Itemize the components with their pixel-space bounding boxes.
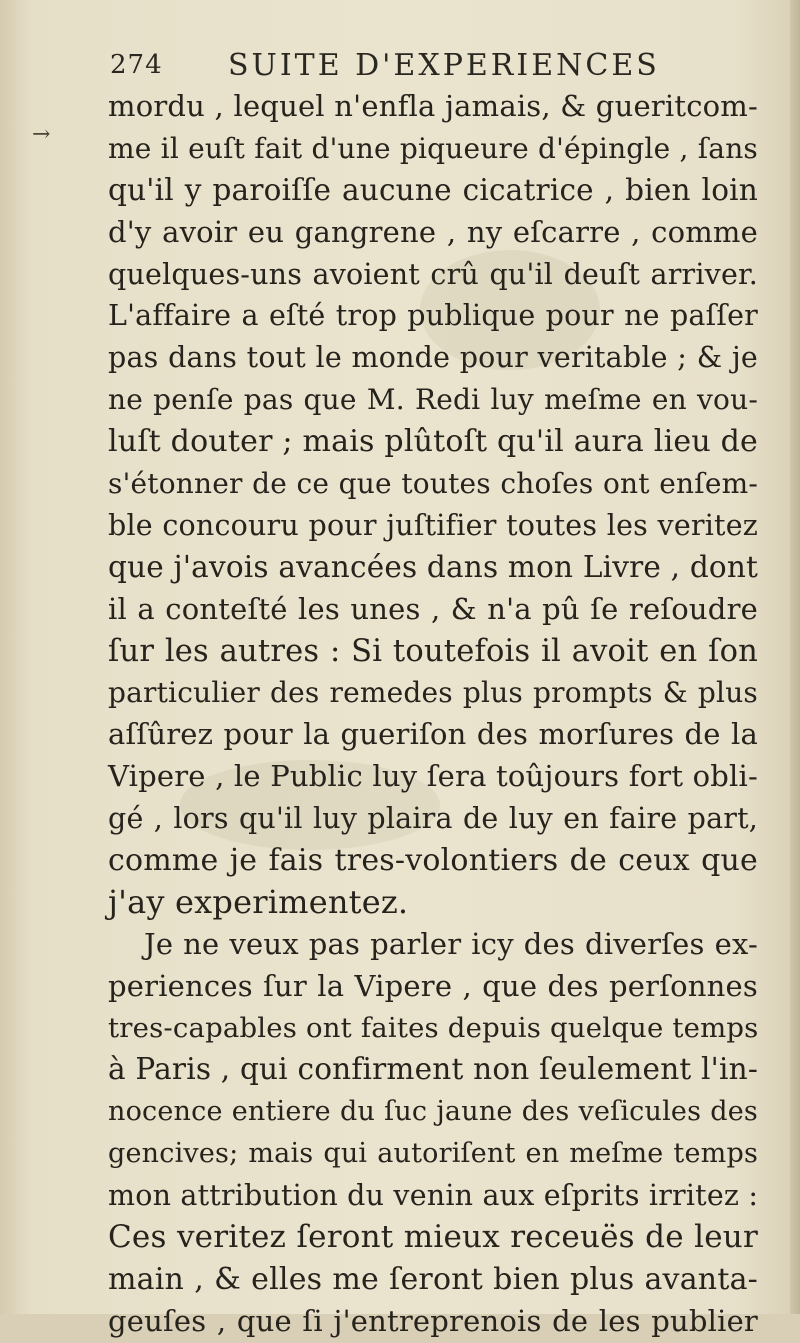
text-line: luſt douter ; mais plûtoſt qu'il aura lieu de [108, 424, 758, 460]
text-line: gencives; mais qui autoriſent en meſme temps [108, 1138, 758, 1170]
text-line: aſſûrez pour la gueriſon des morſures de la [108, 717, 758, 752]
text-line: qu'il y paroiſſe aucune cicatrice , bien loin [108, 172, 758, 207]
text-line: geuſes , que ſi j'entreprenois de les publier [108, 1303, 758, 1338]
text-line: Je ne veux pas parler icy des diverſes ex- [144, 926, 758, 961]
text-line: particulier des remedes plus prompts & plus [108, 676, 758, 710]
text-line: me il euſt fait d'une piqueure d'épingle , ſans [108, 131, 758, 165]
text-line: gé , lors qu'il luy plaira de luy en faire part, [108, 802, 758, 836]
page-number: 274 [110, 50, 163, 80]
text-line: comme je fais tres-volontiers de ceux que [108, 843, 758, 879]
running-head-title: SUITE D'EXPERIENCES [228, 48, 660, 83]
text-line: pas dans tout le monde pour veritable ; & je [108, 341, 758, 375]
text-line: mordu , lequel n'enfla jamais, & gueritcom‑ [108, 89, 758, 123]
margin-mark: → [32, 122, 51, 147]
text-line: d'y avoir eu gangrene , ny eſcarre , comme [108, 214, 758, 249]
text-line: ble concouru pour juſtifier toutes les veritez [108, 508, 758, 542]
body-text [108, 86, 758, 1343]
page-edge [790, 0, 800, 1314]
text-line: Ces veritez ſeront mieux receuës de leur [108, 1219, 758, 1256]
text-line: quelques-uns avoient crû qu'il deuſt arriver. [108, 257, 758, 291]
text-line: L'affaire a eſté trop publique pour ne paſſer [108, 299, 758, 333]
text-line: mon attribution du venin aux eſprits irritez : [108, 1179, 759, 1213]
text-line: ſur les autres : Si toutefois il avoit en ſon [108, 633, 758, 669]
text-line: main , & elles me ſeront bien plus avanta- [108, 1261, 758, 1297]
text-line: tres-capables ont faites depuis quelque temps [108, 1011, 759, 1044]
running-head [110, 44, 670, 90]
text-line: s'étonner de ce que toutes choſes ont enſem- [108, 467, 758, 501]
text-line: ne penſe pas que M. Redi luy meſme en vou- [108, 383, 758, 417]
text-line: à Paris , qui confirment non ſeulement l'in- [108, 1052, 758, 1087]
text-line: periences ſur la Vipere , que des perſonnes [108, 968, 758, 1003]
text-line: Vipere , le Public luy ſera toûjours fort obli- [108, 759, 758, 794]
text-line: j'ay experimentez. [108, 882, 409, 921]
text-line: nocence entiere du ſuc jaune des veſicules des [108, 1096, 758, 1128]
text-line: il a conteſté les unes , & n'a pû ſe reſoudre [108, 591, 758, 626]
text-line: que j'avois avancées dans mon Livre , dont [108, 549, 759, 584]
